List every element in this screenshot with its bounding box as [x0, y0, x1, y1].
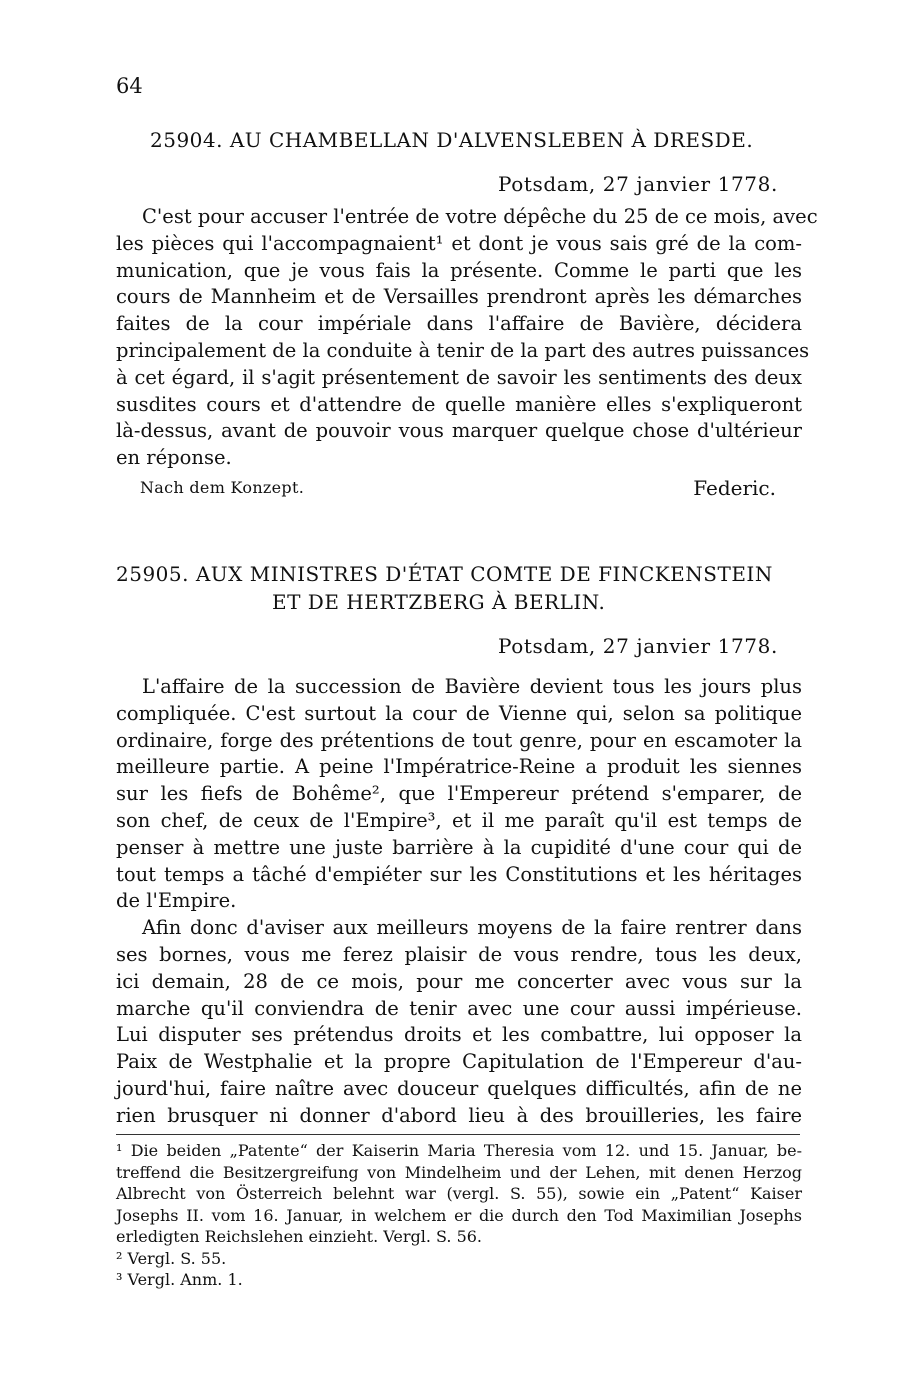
text-line: susdites cours et d'attendre de quelle manière elles s'expliqueront: [116, 392, 802, 416]
text-line: là-dessus, avant de pouvoir vous marquer quelque chose d'ultérieur: [116, 419, 802, 443]
text-line: à cet égard, il s'agit présentement de savoir les sentiments des deux: [116, 365, 802, 389]
footnote-line: ¹ Die beiden „Patente“ der Kaiserin Maria Theresia vom 12. und 15. Januar, be-: [116, 1141, 802, 1160]
text-line: Afin donc d'aviser aux meilleurs moyens de la faire rentrer dans: [142, 916, 802, 940]
letter-dateline: Potsdam, 27 janvier 1778.: [498, 172, 778, 196]
text-line: penser à mettre une juste barrière à la cupidité d'une cour qui de: [116, 835, 802, 859]
letter-dateline: Potsdam, 27 janvier 1778.: [498, 634, 778, 658]
footnote-line: Albrecht von Österreich belehnt war (vergl. S. 55), sowie ein „Patent“ Kaiser: [116, 1184, 802, 1203]
text-line: Lui disputer ses prétendus droits et les combattre, lui opposer la: [116, 1023, 802, 1047]
text-line: son chef, de ceux de l'Empire³, et il me paraît qu'il est temps de: [116, 808, 802, 832]
text-line: sur les fiefs de Bohême², que l'Empereur prétend s'emparer, de: [116, 782, 802, 806]
text-line: L'affaire de la succession de Bavière devient tous les jours plus: [142, 675, 802, 698]
text-line: marche qu'il conviendra de tenir avec une cour aussi impérieuse.: [116, 996, 802, 1020]
text-line: cours de Mannheim et de Versailles prendront après les démarches: [116, 285, 802, 309]
text-line: de l'Empire.: [116, 889, 237, 913]
text-line: munication, que je vous fais la présente. Comme le parti que les: [116, 258, 802, 282]
letter-heading: 25905. AUX MINISTRES D'ÉTAT COMTE DE FINCKENSTEIN: [116, 562, 773, 586]
footnote-line: treffend die Besitzergreifung von Mindelheim und der Lehen, mit denen Herzog: [116, 1162, 802, 1182]
text-line: ordinaire, forge des prétentions de tout genre, pour en escamoter la: [116, 728, 802, 752]
text-line: principalement de la conduite à tenir de la part des autres puissances: [116, 338, 810, 362]
text-line: en réponse.: [116, 446, 232, 470]
text-line: C'est pour accuser l'entrée de votre dépêche du 25 de ce mois, avec: [142, 205, 818, 228]
letter-body: [116, 204, 818, 472]
text-line: faites de la cour impériale dans l'affaire de Bavière, décidera: [116, 312, 802, 336]
letter-heading-continued: ET DE HERTZBERG À BERLIN.: [272, 590, 606, 614]
footnote-line: erledigten Reichslehen einzieht. Vergl. S. 56.: [116, 1227, 483, 1246]
text-line: tout temps a tâché d'empiéter sur les Constitutions et les héritages: [116, 862, 802, 886]
footnote-line: ³ Vergl. Anm. 1.: [116, 1270, 243, 1289]
text-line: rien brusquer ni donner d'abord lieu à des brouilleries, les faire: [116, 1103, 802, 1127]
letter-body: [116, 674, 802, 1130]
footnote-divider: [116, 1134, 800, 1135]
text-line: les pièces qui l'accompagnaient¹ et dont je vous sais gré de la com-: [116, 231, 802, 255]
text-line: meilleure partie. A peine l'Impératrice-Reine a produit les siennes: [116, 755, 802, 779]
signature: Federic.: [693, 476, 776, 500]
footnotes: [116, 1140, 802, 1291]
footnote-line: Josephs II. vom 16. Januar, in welchem er die durch den Tod Maximilian Josephs: [116, 1205, 802, 1225]
text-line: ses bornes, vous me ferez plaisir de vous rendre, tous les deux,: [116, 942, 802, 966]
text-line: ici demain, 28 de ce mois, pour me concerter avec vous sur la: [116, 969, 802, 993]
footnote-line: ² Vergl. S. 55.: [116, 1248, 227, 1268]
text-line: Paix de Westphalie et la propre Capitulation de l'Empereur d'au-: [116, 1050, 802, 1074]
letter-heading: 25904. AU CHAMBELLAN D'ALVENSLEBEN À DRESDE.: [150, 128, 754, 152]
page-number: 64: [116, 74, 143, 98]
source-note: Nach dem Konzept.: [140, 478, 305, 497]
text-line: compliquée. C'est surtout la cour de Vienne qui, selon sa politique: [116, 701, 802, 725]
text-line: jourd'hui, faire naître avec douceur quelques difficultés, afin de ne: [116, 1076, 802, 1100]
